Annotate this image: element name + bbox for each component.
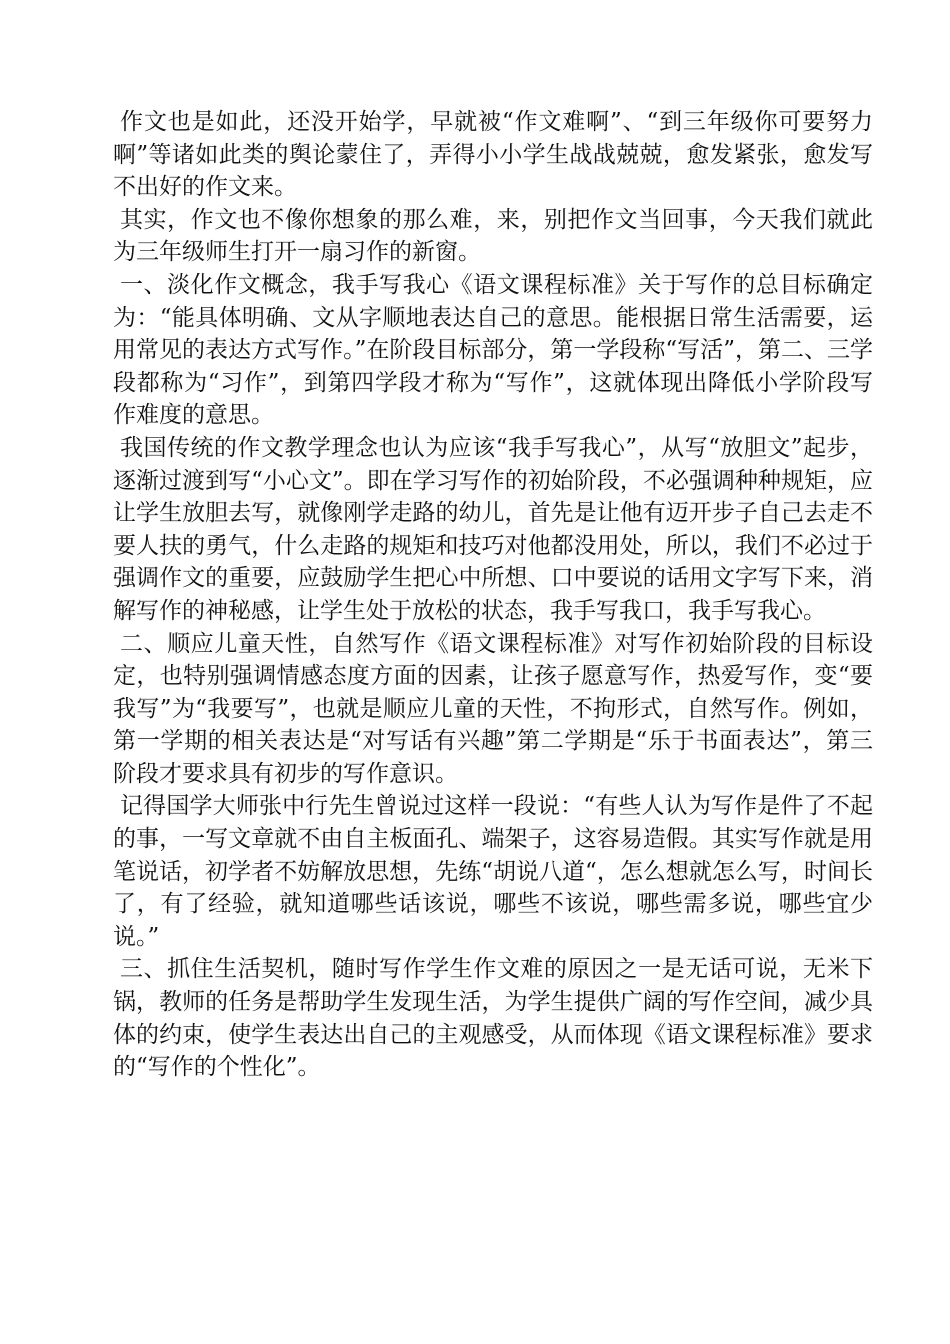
- paragraph-new-window: 其实，作文也不像你想象的那么难，来，别把作文当回事，今天我们就此为三年级师生打开一扇习作的新窗。: [113, 206, 873, 266]
- paragraph-intro: 作文也是如此，还没开始学，早就被“作文难啊”、“到三年级你可要努力啊”等诸如此类的舆论蒙住了，弄得小小学生战战兢兢，愈发紧张，愈发写不出好的作文来。: [113, 109, 873, 201]
- document-body: [113, 106, 873, 1084]
- paragraph-quote: 记得国学大师张中行先生曾说过这样一段说：“有些人认为写作是件了不起的事，一写文章就不由自主板面孔、端架子，这容易造假。其实写作就是用笔说话，初学者不妨解放思想，先练“胡说八道“，怎么想就怎么写，时间长了，有了经验，就知道哪些话该说，哪些不该说，哪些需多说，哪些宜少说。”: [113, 793, 873, 950]
- paragraph-section-one: 一、淡化作文概念，我手写我心《语文课程标准》关于写作的总目标确定为：“能具体明确、文从字顺地表达自己的意思。能根据日常生活需要，运用常见的表达方式写作。”在阶段目标部分，第一学段称“写活”，第二、三学段都称为“习作”，到第四学段才称为“写作”，这就体现出降低小学阶段写作难度的意思。: [113, 271, 873, 429]
- paragraph-traditional-concept: 我国传统的作文教学理念也认为应该“我手写我心”，从写“放胆文”起步，逐渐过渡到写“小心文”。即在学习写作的初始阶段，不必强调种种规矩，应让学生放胆去写，就像刚学走路的幼儿，首先是让他有迈开步子自己去走不要人扶的勇气，什么走路的规矩和技巧对他都没用处，所以，我们不必过于强调作文的重要，应鼓励学生把心中所想、口中要说的话用文字写下来，消解写作的神秘感，让学生处于放松的状态，我手写我口，我手写我心。: [113, 434, 873, 624]
- paragraph-section-two: 二、顺应儿童天性，自然写作《语文课程标准》对写作初始阶段的目标设定，也特别强调情感态度方面的因素，让孩子愿意写作，热爱写作，变“要我写”为“我要写”，也就是顺应儿童的天性，不拘形式，自然写作。例如，第一学期的相关表达是“对写话有兴趣”第二学期是“乐于书面表达”，第三阶段才要求具有初步的写作意识。: [113, 630, 873, 787]
- paragraph-section-three: 三、抓住生活契机，随时写作学生作文难的原因之一是无话可说，无米下锅，教师的任务是帮助学生发现生活，为学生提供广阔的写作空间，减少具体的约束，使学生表达出自己的主观感受，从而体现《语文课程标准》要求的“写作的个性化”。: [113, 956, 873, 1081]
